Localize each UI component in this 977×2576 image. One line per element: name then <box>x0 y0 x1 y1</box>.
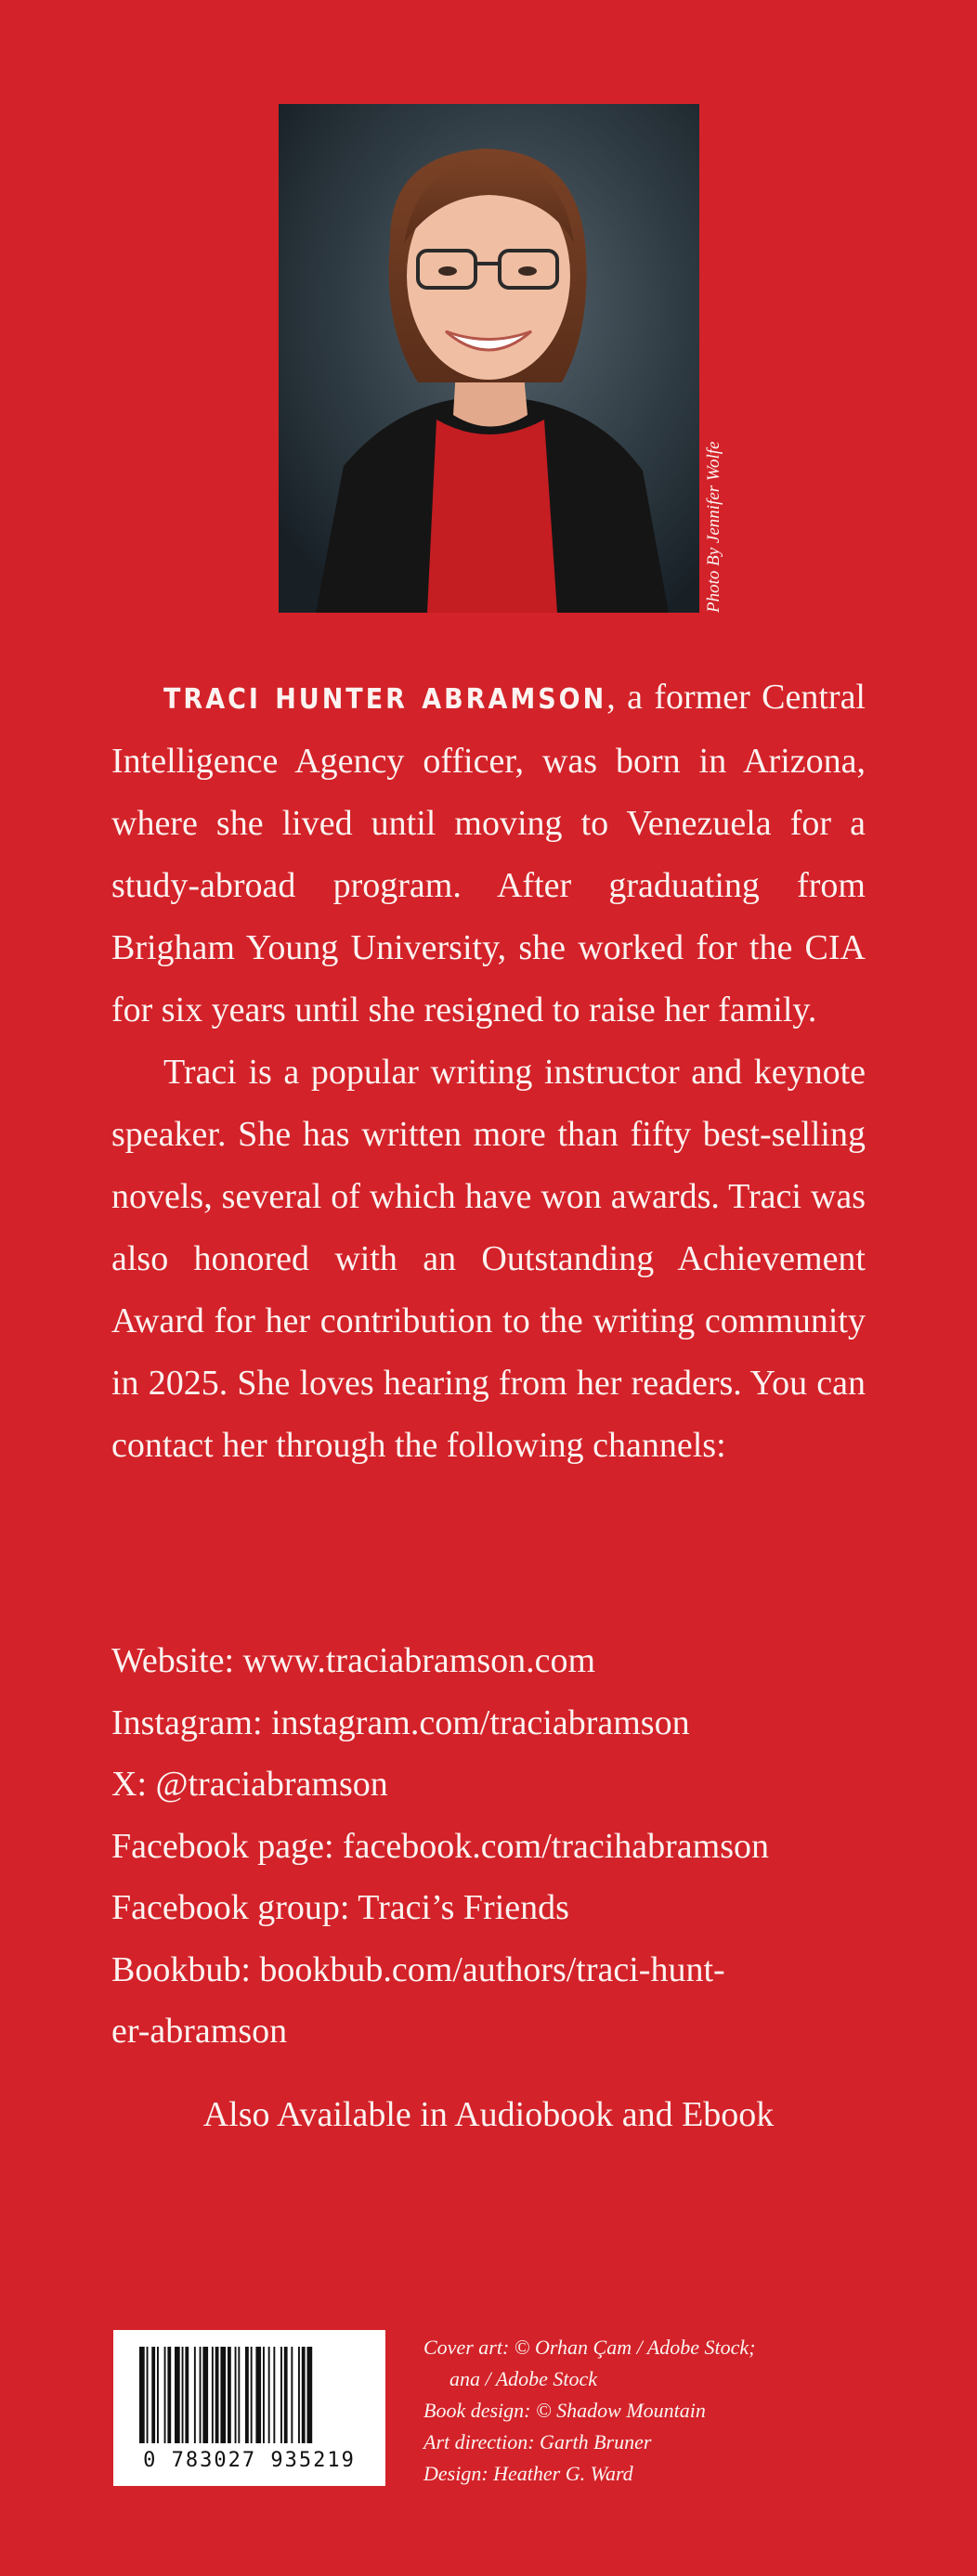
bio-paragraph-1-text: , a former Central Intelligence Agency officer, was born in Arizona, where she lived until moving to Venezuela for a study-abroad program. After graduating from Brigham Young University, she worked for the CIA for six years until she resigned to raise her family. <box>111 678 866 1029</box>
contact-bookbub-continued: er-abramson <box>111 2012 288 2051</box>
contact-instagram: Instagram: instagram.com/traciabramson <box>111 1702 690 1742</box>
contact-bookbub: Bookbub: bookbub.com/authors/traci-hunt- <box>111 1949 725 1989</box>
isbn-barcode <box>113 2330 385 2486</box>
author-portrait-image <box>279 104 699 613</box>
author-name: TRACI HUNTER ABRAMSON <box>163 683 607 716</box>
author-bio <box>111 667 866 1477</box>
also-available-note: Also Available in Audiobook and Ebook <box>202 2095 775 2134</box>
photo-credit: Photo By Jennifer Wolfe <box>704 441 723 613</box>
barcode-digits: 0 783027 935219 <box>143 2449 356 2472</box>
contact-list <box>111 1630 866 2063</box>
contact-website: Website: www.traciabramson.com <box>111 1641 596 1680</box>
bio-paragraph-2: Traci is a popular writing instructor and keynote speaker. She has written more than fifty best-selling novels, several of which have won awards. Traci was also honored with an Outstanding Achievement Award for her contribution to the writing community in 2025. She loves hearing from her readers. You can contact her through the following channels: <box>111 1053 866 1465</box>
contact-x: X: @traciabramson <box>111 1765 388 1804</box>
contact-facebook-group: Facebook group: Traci’s Friends <box>111 1888 569 1927</box>
credit-art-direction: Art direction: Garth Bruner <box>423 2430 652 2453</box>
credit-cover-art: Cover art: © Orhan Çam / Adobe Stock; <box>423 2336 756 2359</box>
credit-cover-art-continued: ana / Adobe Stock <box>449 2367 598 2390</box>
contact-facebook-page: Facebook page: facebook.com/tracihabramson <box>111 1826 769 1866</box>
credit-design: Design: Heather G. Ward <box>423 2462 633 2485</box>
cover-credits <box>423 2332 755 2490</box>
bio-paragraph-1 <box>111 667 866 1042</box>
author-photo <box>279 104 699 613</box>
credit-book-design: Book design: © Shadow Mountain <box>423 2399 706 2422</box>
